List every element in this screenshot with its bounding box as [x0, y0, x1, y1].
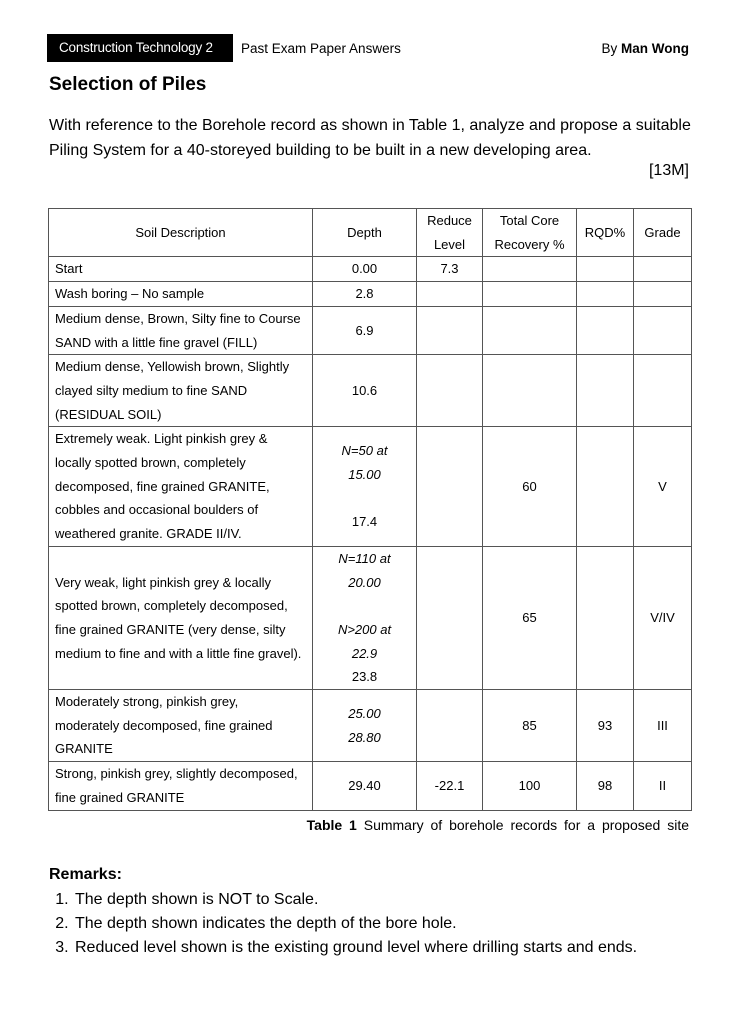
table-row	[49, 306, 692, 354]
spt-label: N>200 at	[337, 621, 392, 637]
depth-cell	[313, 546, 417, 689]
table-caption	[307, 817, 689, 833]
core-recovery-cell: 100	[483, 762, 577, 810]
table-row	[49, 427, 692, 547]
marks-label: [13M]	[648, 162, 689, 179]
remark-item: 1. The depth shown is NOT to Scale.	[73, 888, 637, 912]
author-name: Man Wong	[621, 41, 689, 56]
table-row	[49, 546, 692, 689]
remark-item: 2. The depth shown indicates the depth of the bore hole.	[73, 912, 637, 936]
depth-value: 2.8	[355, 286, 374, 302]
depth-cell	[313, 427, 417, 547]
rqd-cell	[577, 427, 634, 547]
borehole-table	[48, 208, 692, 811]
reduce-level-cell	[417, 282, 483, 307]
depth-value: 20.00	[348, 574, 381, 590]
remarks-heading: Remarks:	[49, 866, 122, 883]
reduce-level-cell: 7.3	[417, 257, 483, 282]
rqd-cell: 98	[577, 762, 634, 810]
soil-description: Medium dense, Yellowish brown, Slightly clayed silty medium to fine SAND (RESIDUAL SOIL)	[49, 355, 313, 427]
page-header	[47, 34, 689, 62]
rqd-cell	[577, 355, 634, 427]
header-depth: Depth	[313, 209, 417, 257]
question-text: With reference to the Borehole record as shown in Table 1, analyze and propose a suitable Piling System for a 40-storeyed building to be built in a new developing area.	[49, 117, 691, 159]
soil-description: Very weak, light pinkish grey & locally spotted brown, completely decomposed, fine grained GRANITE (very dense, silty medium to fine and with a little fine gravel).	[49, 546, 313, 689]
table-row	[49, 762, 692, 810]
depth-cell	[313, 282, 417, 307]
core-recovery-cell	[483, 282, 577, 307]
remarks-list	[49, 888, 637, 960]
depth-cell	[313, 690, 417, 762]
reduce-level-cell: -22.1	[417, 762, 483, 810]
author-prefix: By	[601, 41, 618, 56]
table-row	[49, 282, 692, 307]
table-header-row	[49, 209, 692, 257]
grade-cell	[634, 282, 692, 307]
remarks-section	[49, 864, 637, 960]
rqd-cell	[577, 257, 634, 282]
core-recovery-cell	[483, 306, 577, 354]
soil-description: Strong, pinkish grey, slightly decomposed, fine grained GRANITE	[49, 762, 313, 810]
depth-cell	[313, 762, 417, 810]
depth-cell	[313, 355, 417, 427]
soil-description: Moderately strong, pinkish grey, moderately decomposed, fine grained GRANITE	[49, 690, 313, 762]
table-row	[49, 257, 692, 282]
caption-text: Summary of borehole records for a proposed site	[363, 817, 689, 833]
grade-cell	[634, 257, 692, 282]
core-recovery-cell	[483, 355, 577, 427]
caption-label: Table 1	[306, 817, 357, 833]
spt-label: N=110 at	[338, 550, 391, 566]
depth-cell	[313, 306, 417, 354]
reduce-level-cell	[417, 427, 483, 547]
depth-value: 10.6	[351, 382, 378, 398]
header-grade: Grade	[634, 209, 692, 257]
depth-value: 28.80	[348, 729, 381, 745]
spt-label: N=50 at	[341, 443, 388, 459]
rqd-cell	[577, 546, 634, 689]
table-row	[49, 690, 692, 762]
rqd-cell	[577, 282, 634, 307]
grade-cell: II	[634, 762, 692, 810]
soil-description: Wash boring – No sample	[49, 282, 313, 307]
course-badge: Construction Technology 2	[47, 34, 233, 62]
depth-value: 29.40	[348, 778, 381, 794]
header-subtitle: Past Exam Paper Answers	[241, 41, 401, 56]
depth-value: 0.00	[351, 261, 378, 277]
table-row	[49, 355, 692, 427]
core-recovery-cell: 65	[483, 546, 577, 689]
depth-cell	[313, 257, 417, 282]
depth-value: 22.9	[351, 645, 378, 661]
reduce-level-cell	[417, 690, 483, 762]
grade-cell: V	[634, 427, 692, 547]
soil-description: Start	[49, 257, 313, 282]
header-soil-description: Soil Description	[49, 209, 313, 257]
rqd-cell: 93	[577, 690, 634, 762]
depth-value: 17.4	[351, 514, 378, 530]
depth-value: 23.8	[351, 669, 378, 685]
depth-value: 6.9	[355, 322, 374, 338]
grade-cell: III	[634, 690, 692, 762]
depth-value: 25.00	[348, 705, 381, 721]
reduce-level-cell	[417, 306, 483, 354]
grade-cell	[634, 355, 692, 427]
grade-cell: V/IV	[634, 546, 692, 689]
core-recovery-cell: 85	[483, 690, 577, 762]
header-total-core-recovery: Total Core Recovery %	[483, 209, 577, 257]
header-reduce-level: Reduce Level	[417, 209, 483, 257]
remark-item: 3. Reduced level shown is the existing ground level where drilling starts and ends.	[73, 936, 637, 960]
soil-description: Medium dense, Brown, Silty fine to Course SAND with a little fine gravel (FILL)	[49, 306, 313, 354]
core-recovery-cell	[483, 257, 577, 282]
soil-description: Extremely weak. Light pinkish grey & locally spotted brown, completely decomposed, fine grained GRANITE, cobbles and occasional boulders of weathered granite. GRADE II/IV.	[49, 427, 313, 547]
reduce-level-cell	[417, 355, 483, 427]
reduce-level-cell	[417, 546, 483, 689]
page-title: Selection of Piles	[49, 74, 207, 95]
depth-spacer	[319, 594, 410, 618]
rqd-cell	[577, 306, 634, 354]
depth-value: 15.00	[348, 466, 381, 482]
core-recovery-cell: 60	[483, 427, 577, 547]
grade-cell	[634, 306, 692, 354]
author	[601, 34, 689, 64]
header-rqd: RQD%	[577, 209, 634, 257]
depth-spacer	[319, 487, 410, 511]
